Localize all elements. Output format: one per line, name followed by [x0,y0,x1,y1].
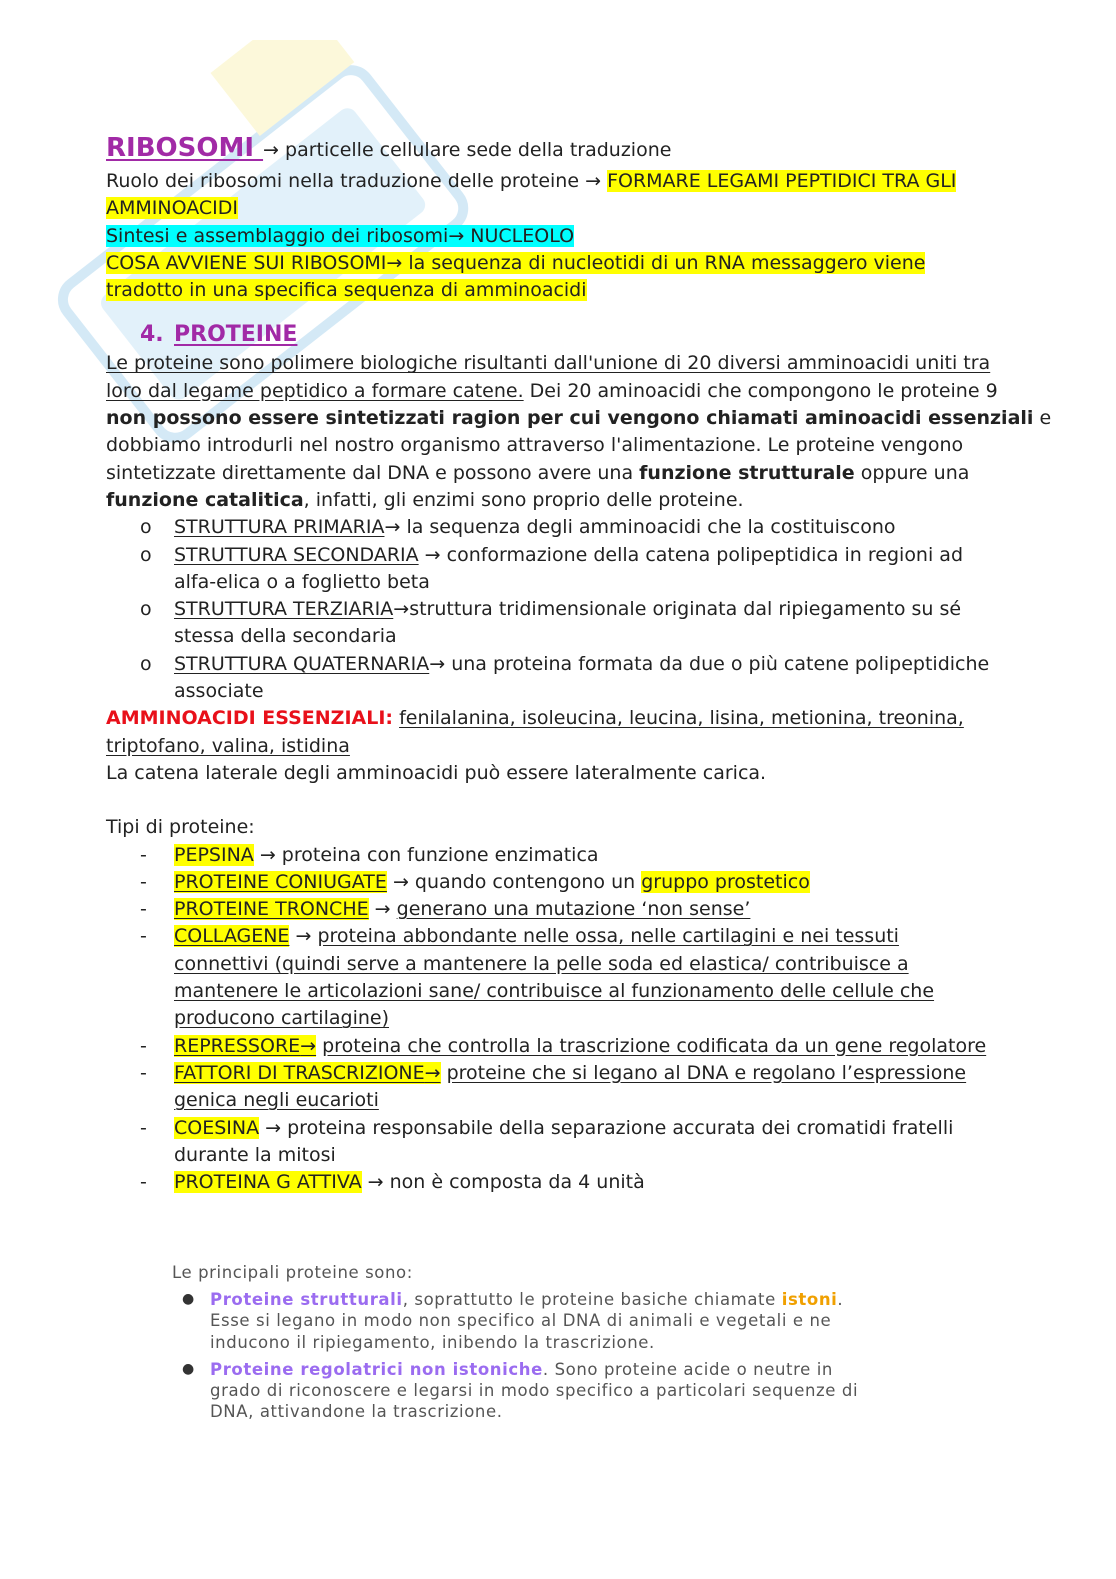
dash-bullet: - [140,1171,147,1194]
arrow-icon: → [384,516,401,539]
excerpt-title: Proteine regolatrici non istoniche [210,1359,543,1379]
list-item-fattori [106,1060,1016,1087]
arrow-icon: → [374,898,391,921]
catena-line [106,760,1016,787]
ruolo-value-cont: AMMINOACIDI [106,197,238,220]
arrow-icon: → [424,1061,441,1084]
list-item-struttura-quaternaria [106,651,1016,678]
tipo-desc: proteine che si legano al DNA e regolano l’espressione [446,1061,967,1084]
paragraph-line [106,432,1016,459]
tipo-desc: generano una mutazione ‘non sense’ [396,898,751,921]
ribosomi-title: RIBOSOMI [106,133,264,163]
tipo-desc: producono cartilagine) [174,1007,389,1030]
dash-bullet: - [140,1034,147,1057]
tipo-name: REPRESSORE [174,1034,301,1057]
list-item-struttura-terziaria [106,596,1016,623]
excerpt-line: inducono il ripiegamento, inibendo la trascrizione. [210,1332,655,1352]
tipo-desc: quando contengono un [408,870,642,893]
arrow-icon: → [295,925,312,948]
excerpt-line [210,1289,1022,1310]
tipo-name: COESINA [174,1116,260,1139]
tipo-name: FATTORI DI TRASCRIZIONE [174,1061,425,1084]
list-item-continuation [106,1005,1016,1032]
list-item-repressore [106,1033,1016,1060]
ribosomi-sintesi-line [106,223,1016,250]
tipo-name-highlight [174,1062,441,1084]
list-item-coniugate [106,869,1016,896]
ruolo-label: Ruolo dei ribosomi nella traduzione delle proteine [106,170,586,192]
bullet-dot-icon: ● [182,1360,195,1377]
paragraph-bold: funzione catalitica [106,488,304,511]
paragraph-text: oppure una [854,461,970,484]
paragraph-text: Dei 20 aminoacidi che compongono le proteine 9 [523,379,998,402]
tipo-highlight: gruppo prostetico [641,870,810,893]
arrow-icon: → [585,170,602,192]
cosa-highlight [106,252,925,274]
circle-bullet-icon: o [140,598,152,621]
proteine-title: PROTEINE [174,322,298,348]
tipi-label [106,814,1016,841]
ribosomi-heading-line [106,130,1016,168]
sintesi-label: Sintesi e assemblaggio dei ribosomi [106,224,449,247]
paragraph-bold: funzione strutturale [639,461,855,484]
list-item-coesina [106,1115,1016,1142]
list-item-continuation [106,1142,1016,1169]
list-item-continuation [106,569,1016,596]
arrow-icon: → [386,251,403,274]
struttura-desc: conformazione della catena polipeptidica in regioni ad [440,543,964,566]
excerpt-line: Esse si legano in modo non specifico al DNA di animali e vegetali e ne [210,1311,832,1331]
excerpt-line [210,1359,1022,1380]
list-item-continuation [106,678,1016,705]
tipo-desc: genica negli eucarioti [174,1089,379,1112]
tipo-name: PROTEINE CONIUGATE [174,870,387,893]
cosa-label: COSA AVVIENE SUI RIBOSOMI [106,251,387,274]
arrow-icon: → [263,139,279,161]
paragraph-text: , infatti, gli enzimi sono proprio delle proteine. [303,488,744,511]
section-number: 4. [140,322,164,348]
struttura-desc: struttura tridimensionale originata dal ripiegamento su sé [409,598,962,621]
tipo-name-highlight [174,1035,316,1057]
dash-bullet: - [140,925,147,948]
excerpt-line: DNA, attivandone la trascrizione. [210,1402,503,1422]
arrow-icon: → [424,543,441,566]
excerpt-item-regolatrici [172,1359,1022,1423]
list-item-collagene [106,923,1016,950]
list-item-continuation [106,623,1016,650]
excerpt-text: . [837,1290,844,1310]
paragraph-text: loro dal legame peptidico a formare catene. [106,379,524,402]
tipo-name: PEPSINA [174,843,254,866]
tipo-desc: non è composta da 4 unità [383,1171,645,1194]
excerpt-text: . Sono proteine acide o neutre in [542,1359,833,1379]
sintesi-value: NUCLEOLO [464,224,575,247]
dash-bullet: - [140,898,147,921]
arrow-icon: → [393,598,410,621]
paragraph-text: sintetizzate direttamente dal DNA e possono avere una [106,461,640,484]
spacer [106,787,1016,814]
essenziali-list: fenilalanina, isoleucina, leucina, lisina, metionina, treonina, [399,707,964,730]
arrow-icon: → [259,843,276,866]
struttura-desc: la sequenza degli amminoacidi che la costituiscono [400,516,896,539]
tipo-desc: proteina responsabile della separazione accurata dei cromatidi fratelli [281,1116,954,1139]
struttura-desc: alfa-elica o a foglietto beta [174,570,430,593]
tipo-desc: proteina con funzione enzimatica [275,843,599,866]
paragraph-line [106,350,1016,377]
paragraph-line [106,378,1016,405]
struttura-desc: associate [174,680,264,703]
arrow-icon: → [392,870,409,893]
tipo-desc: connettivi (quindi serve a mantenere la pelle soda ed elastica/ contribuisce a [174,952,909,975]
list-item-pepsina [106,842,1016,869]
essenziali-line [106,705,1016,732]
circle-bullet-icon: o [140,652,152,675]
excerpt-item-strutturali [172,1289,1022,1353]
dash-bullet: - [140,1116,147,1139]
circle-bullet-icon: o [140,543,152,566]
tipo-name: COLLAGENE [174,925,290,948]
struttura-name: STRUTTURA TERZIARIA [174,598,394,621]
paragraph-line [106,460,1016,487]
arrow-icon: → [448,224,465,247]
essenziali-line-2 [106,733,1016,760]
main-content [106,130,1052,1196]
list-item-continuation [106,951,1016,978]
tipo-name: PROTEINE TRONCHE [174,898,369,921]
ruolo-value: FORMARE LEGAMI PEPTIDICI TRA GLI [607,170,957,192]
tipo-desc: proteina che controlla la trascrizione codificata da un gene regolatore [322,1034,987,1057]
cosa-text: la sequenza di nucleotidi di un RNA messaggero viene [402,251,926,274]
list-item-tronche [106,896,1016,923]
list-item-g-attiva [106,1169,1016,1196]
tipo-desc: mantenere le articolazioni sane/ contribuisce al funzionamento delle cellule che [174,980,935,1003]
arrow-icon: → [265,1116,282,1139]
ribosomi-desc: particelle cellulare sede della traduzione [278,139,672,161]
tipi-label-text: Tipi di proteine: [106,816,255,839]
arrow-icon: → [429,652,446,675]
struttura-desc: stessa della secondaria [174,625,397,648]
ribosomi-cosa-line [106,250,1016,277]
dash-bullet: - [140,843,147,866]
paragraph-bold: non possono essere sintetizzati ragion per cui vengono chiamati aminoacidi essenziali [106,407,1034,430]
ribosomi-cosa-line-2 [106,277,1016,304]
paragraph-text: Le proteine sono polimere biologiche risultanti dall'unione di 20 diversi amminoacidi uniti tra [106,352,991,375]
struttura-name: STRUTTURA PRIMARIA [174,516,385,539]
arrow-icon: → [300,1034,317,1057]
cosa-text-cont: tradotto in una specifica sequenza di amminoacidi [106,279,587,302]
paragraph-line [106,487,1016,514]
list-item-struttura-secondaria [106,542,1016,569]
bullet-dot-icon: ● [182,1291,195,1308]
circle-bullet-icon: o [140,516,152,539]
excerpt-title: Proteine strutturali [210,1290,403,1310]
excerpt-intro: Le principali proteine sono: [172,1263,413,1282]
arrow-icon: → [367,1171,384,1194]
struttura-name: STRUTTURA QUATERNARIA [174,652,430,675]
struttura-name: STRUTTURA SECONDARIA [174,543,419,566]
list-item-struttura-primaria [106,514,1016,541]
excerpt-text: , soprattutto le proteine basiche chiamate [402,1290,782,1310]
sintesi-highlight [106,225,574,247]
tipo-desc: proteina abbondante nelle ossa, nelle cartilagini e nei tessuti [317,925,899,948]
paragraph-line [106,405,1052,432]
list-item-continuation [106,978,1016,1005]
embedded-excerpt [172,1262,1022,1428]
essenziali-list: triptofano, valina, istidina [106,734,350,757]
ribosomi-ruolo-line [106,168,1016,195]
list-item-continuation [106,1087,1016,1114]
tipo-name: PROTEINA G ATTIVA [174,1171,362,1194]
catena-text: La catena laterale degli amminoacidi può essere lateralmente carica. [106,761,767,784]
excerpt-keyword: istoni [781,1290,838,1310]
excerpt-line: grado di riconoscere e legarsi in modo specifico a particolari sequenze di [210,1381,859,1401]
struttura-desc: una proteina formata da due o più catene polipeptidiche [445,652,990,675]
dash-bullet: - [140,1061,147,1084]
tipo-desc: durante la mitosi [174,1143,336,1166]
dash-bullet: - [140,870,147,893]
paragraph-text: dobbiamo introdurli nel nostro organismo attraverso l'alimentazione. Le proteine vengono [106,434,964,457]
ribosomi-ruolo-line-2 [106,195,1016,222]
paragraph-text: e [1033,407,1052,430]
essenziali-label: AMMINOACIDI ESSENZIALI: [106,707,394,730]
proteine-heading [140,320,1016,350]
